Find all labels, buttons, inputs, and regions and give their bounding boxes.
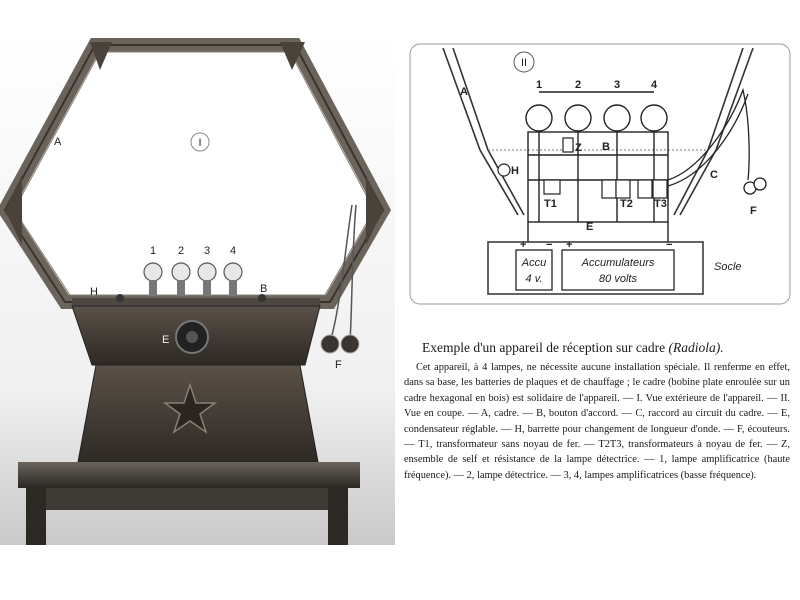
diagram-label-f: F	[750, 205, 757, 217]
label-f: F	[335, 359, 342, 371]
accu-small-line2: 4 v.	[525, 273, 543, 285]
accu-big-plus: +	[566, 239, 573, 251]
accu-big-line1: Accumulateurs	[581, 257, 655, 269]
diagram-lamp-1: 1	[535, 79, 543, 91]
label-e: E	[162, 334, 170, 346]
accu-small-minus: −	[546, 239, 553, 251]
caption-title	[422, 340, 724, 356]
diagram-label-c: C	[710, 169, 718, 181]
table-apron	[46, 488, 328, 510]
diagram-label-b: B	[602, 141, 610, 153]
knob-h	[116, 294, 124, 302]
diagram-connector-h	[498, 164, 510, 176]
accu-small-line1: Accu	[521, 257, 547, 269]
label-a: A	[54, 136, 62, 148]
diagram-label-socle: Socle	[714, 261, 742, 273]
caption-title-main: Exemple d'un appareil de réception sur cadre	[422, 340, 666, 355]
lamp-label-2: 2	[177, 245, 185, 257]
knob-b	[258, 294, 266, 302]
diagram-lamp-2: 2	[574, 79, 582, 91]
table-top	[18, 462, 360, 488]
lamp-label-4: 4	[229, 245, 237, 257]
diagram-label-e: E	[586, 221, 594, 233]
diagram-lamp-3: 3	[613, 79, 621, 91]
label-h: H	[90, 286, 98, 298]
accu-small-plus: +	[520, 239, 527, 251]
accu-big-minus: −	[666, 239, 673, 251]
caption-body-text: Cet appareil, à 4 lampes, ne nécessite aucune installation spéciale. Il renferme en effet, dans sa base, les batteries de plaques et de chauffage ; le cadre (bobine plate enroulée sur un cadre hexagonal en bois) est solidaire de l'appareil. — I. Vue extérieure de l'appareil. — II. Vue en coupe. — A, cadre. — B, bouton d'accord. — C, raccord au circuit du cadre. — E, condensateur réglable. — H, barrette pour changement de longueur d'onde. — F, écouteurs. — T1, transformateur sans noyau de fer. — T2T3, transformateurs à noyau de fer. — Z, ensemble de self et résistance de la lampe détectrice. — 1, lampe amplificatrice (haute fréquence). — 2, lampe détectrice. — 3, 4, lampes amplificatrices (basse fréquence).	[404, 362, 790, 481]
figure-1-number: I	[198, 137, 202, 149]
figure-1-photo	[0, 30, 395, 545]
caption-body	[404, 360, 790, 483]
caption-title-paren: (Radiola).	[668, 340, 724, 355]
table-leg-right	[328, 488, 348, 545]
label-b: B	[260, 283, 268, 295]
table-leg-left	[26, 488, 46, 545]
figure-2-number: II	[520, 57, 528, 69]
diagram-label-z: Z	[575, 142, 582, 154]
top-plate	[72, 298, 320, 306]
diagram-label-a: A	[460, 86, 468, 98]
lamp-label-3: 3	[203, 245, 211, 257]
lamp-label-1: 1	[149, 245, 157, 257]
diagram-lamp-4: 4	[650, 79, 658, 91]
accu-big-line2: 80 volts	[599, 273, 637, 285]
diagram-label-t3: T3	[654, 198, 667, 210]
diagram-label-t1: T1	[544, 198, 557, 210]
diagram-label-h: H	[511, 165, 519, 177]
figure-2-diagram	[398, 30, 800, 348]
diagram-label-t2: T2	[620, 198, 633, 210]
